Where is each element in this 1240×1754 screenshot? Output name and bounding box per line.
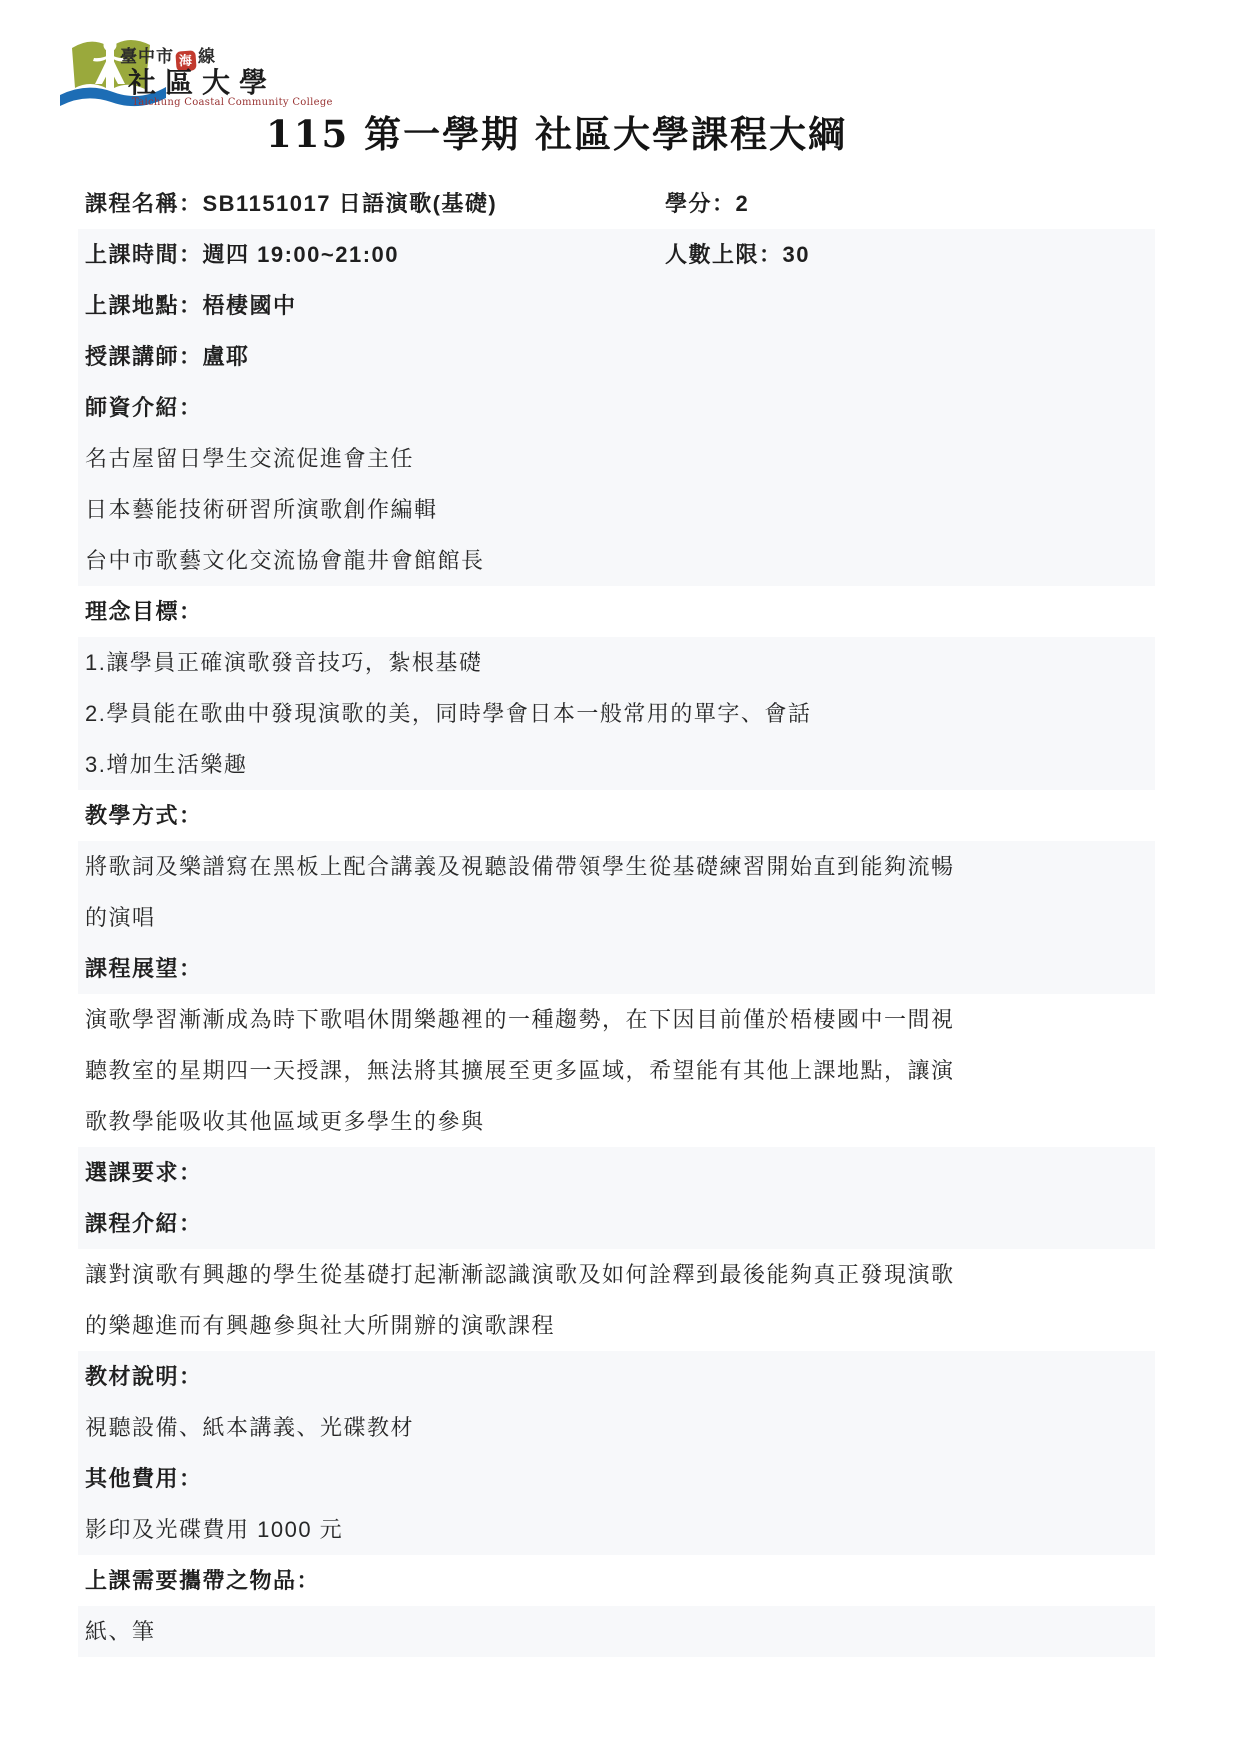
row-requirements-header-text: 選課要求： <box>85 1160 203 1185</box>
row-class-time-text: 上課時間：週四 19:00~21:00 <box>85 242 399 267</box>
row-instructor-intro-line-2-text: 日本藝能技術研習所演歌創作編輯 <box>85 497 438 522</box>
row-goal-2-text: 2.學員能在歌曲中發現演歌的美，同時學會日本一般常用的單字、會話 <box>85 701 812 726</box>
row-outlook-line-1-text: 演歌學習漸漸成為時下歌唱休閒樂趣裡的一種趨勢，在下因目前僅於梧棲國中一間視 <box>85 1007 955 1032</box>
document-rows <box>78 178 1155 1657</box>
row-bring-items-line <box>78 1606 1155 1657</box>
logo-seal-char: 海 <box>178 52 194 69</box>
row-instructor-intro-header <box>78 382 1155 433</box>
row-course-name-text: 課程名稱：SB1151017 日語演歌(基礎) <box>85 191 498 216</box>
row-bring-items-line-text: 紙、筆 <box>85 1619 156 1644</box>
row-teaching-method-line-2 <box>78 892 1155 943</box>
row-instructor-text: 授課講師：盧耶 <box>85 344 250 369</box>
row-materials-line-text: 視聽設備、紙本講義、光碟教材 <box>85 1415 415 1440</box>
row-instructor-intro-header-text: 師資介紹： <box>85 395 203 420</box>
row-instructor-intro-line-1-text: 名古屋留日學生交流促進會主任 <box>85 446 415 471</box>
row-instructor-intro-line-3 <box>78 535 1155 586</box>
row-teaching-method-header <box>78 790 1155 841</box>
page-title: 115 第一學期 社區大學課程大綱 <box>266 112 847 156</box>
row-teaching-method-line-1 <box>78 841 1155 892</box>
row-course-name <box>78 178 1155 229</box>
row-instructor-intro-line-2 <box>78 484 1155 535</box>
row-goals-header <box>78 586 1155 637</box>
row-course-intro-line-1-text: 讓對演歌有興趣的學生從基礎打起漸漸認識演歌及如何詮釋到最後能夠真正發現演歌 <box>85 1262 955 1287</box>
row-fees-header-text: 其他費用： <box>85 1466 203 1491</box>
row-outlook-header-text: 課程展望： <box>85 956 203 981</box>
school-logo <box>58 28 358 116</box>
row-bring-items-header-text: 上課需要攜帶之物品： <box>85 1568 321 1593</box>
row-class-location <box>78 280 1155 331</box>
row-goal-1 <box>78 637 1155 688</box>
row-course-intro-line-2-text: 的樂趣進而有興趣參與社大所開辦的演歌課程 <box>85 1313 556 1338</box>
row-materials-header-text: 教材說明： <box>85 1364 203 1389</box>
row-bring-items-header <box>78 1555 1155 1606</box>
logo-region-suffix: 線 <box>198 47 216 66</box>
row-fees-header <box>78 1453 1155 1504</box>
row-outlook-line-2 <box>78 1045 1155 1096</box>
row-goal-1-text: 1.讓學員正確演歌發音技巧，紮根基礎 <box>85 650 483 675</box>
row-goal-2 <box>78 688 1155 739</box>
row-goals-header-text: 理念目標： <box>85 599 203 624</box>
row-course-intro-line-2 <box>78 1300 1155 1351</box>
row-fees-line-text: 影印及光碟費用 1000 元 <box>85 1517 344 1542</box>
row-materials-header <box>78 1351 1155 1402</box>
row-teaching-method-header-text: 教學方式： <box>85 803 203 828</box>
row-teaching-method-line-2-text: 的演唱 <box>85 905 156 930</box>
row-goal-3 <box>78 739 1155 790</box>
row-outlook-line-3 <box>78 1096 1155 1147</box>
row-class-time <box>78 229 1155 280</box>
row-fees-line <box>78 1504 1155 1555</box>
row-outlook-line-2-text: 聽教室的星期四一天授課，無法將其擴展至更多區域，希望能有其他上課地點，讓演 <box>85 1058 955 1083</box>
row-goal-3-text: 3.增加生活樂趣 <box>85 752 248 777</box>
logo-school-name: 社區大學 <box>128 66 277 99</box>
row-requirements-header <box>78 1147 1155 1198</box>
row-outlook-header <box>78 943 1155 994</box>
row-class-location-text: 上課地點：梧棲國中 <box>85 293 297 318</box>
figure-head <box>104 39 117 52</box>
row-instructor <box>78 331 1155 382</box>
row-outlook-line-1 <box>78 994 1155 1045</box>
row-class-time-text-secondary: 人數上限：30 <box>665 242 810 267</box>
row-instructor-intro-line-1 <box>78 433 1155 484</box>
row-teaching-method-line-1-text: 將歌詞及樂譜寫在黑板上配合講義及視聽設備帶領學生從基礎練習開始直到能夠流暢 <box>85 854 955 879</box>
row-course-name-text-secondary: 學分：2 <box>665 191 750 216</box>
row-course-intro-line-1 <box>78 1249 1155 1300</box>
row-instructor-intro-line-3-text: 台中市歌藝文化交流協會龍井會館館長 <box>85 548 485 573</box>
logo-english-name: Taichung Coastal Community College <box>132 97 333 108</box>
row-course-intro-header-text: 課程介紹： <box>85 1211 203 1236</box>
row-course-intro-header <box>78 1198 1155 1249</box>
row-materials-line <box>78 1402 1155 1453</box>
logo-region-prefix: 臺中市 <box>120 47 174 66</box>
row-outlook-line-3-text: 歌教學能吸收其他區域更多學生的參與 <box>85 1109 485 1134</box>
